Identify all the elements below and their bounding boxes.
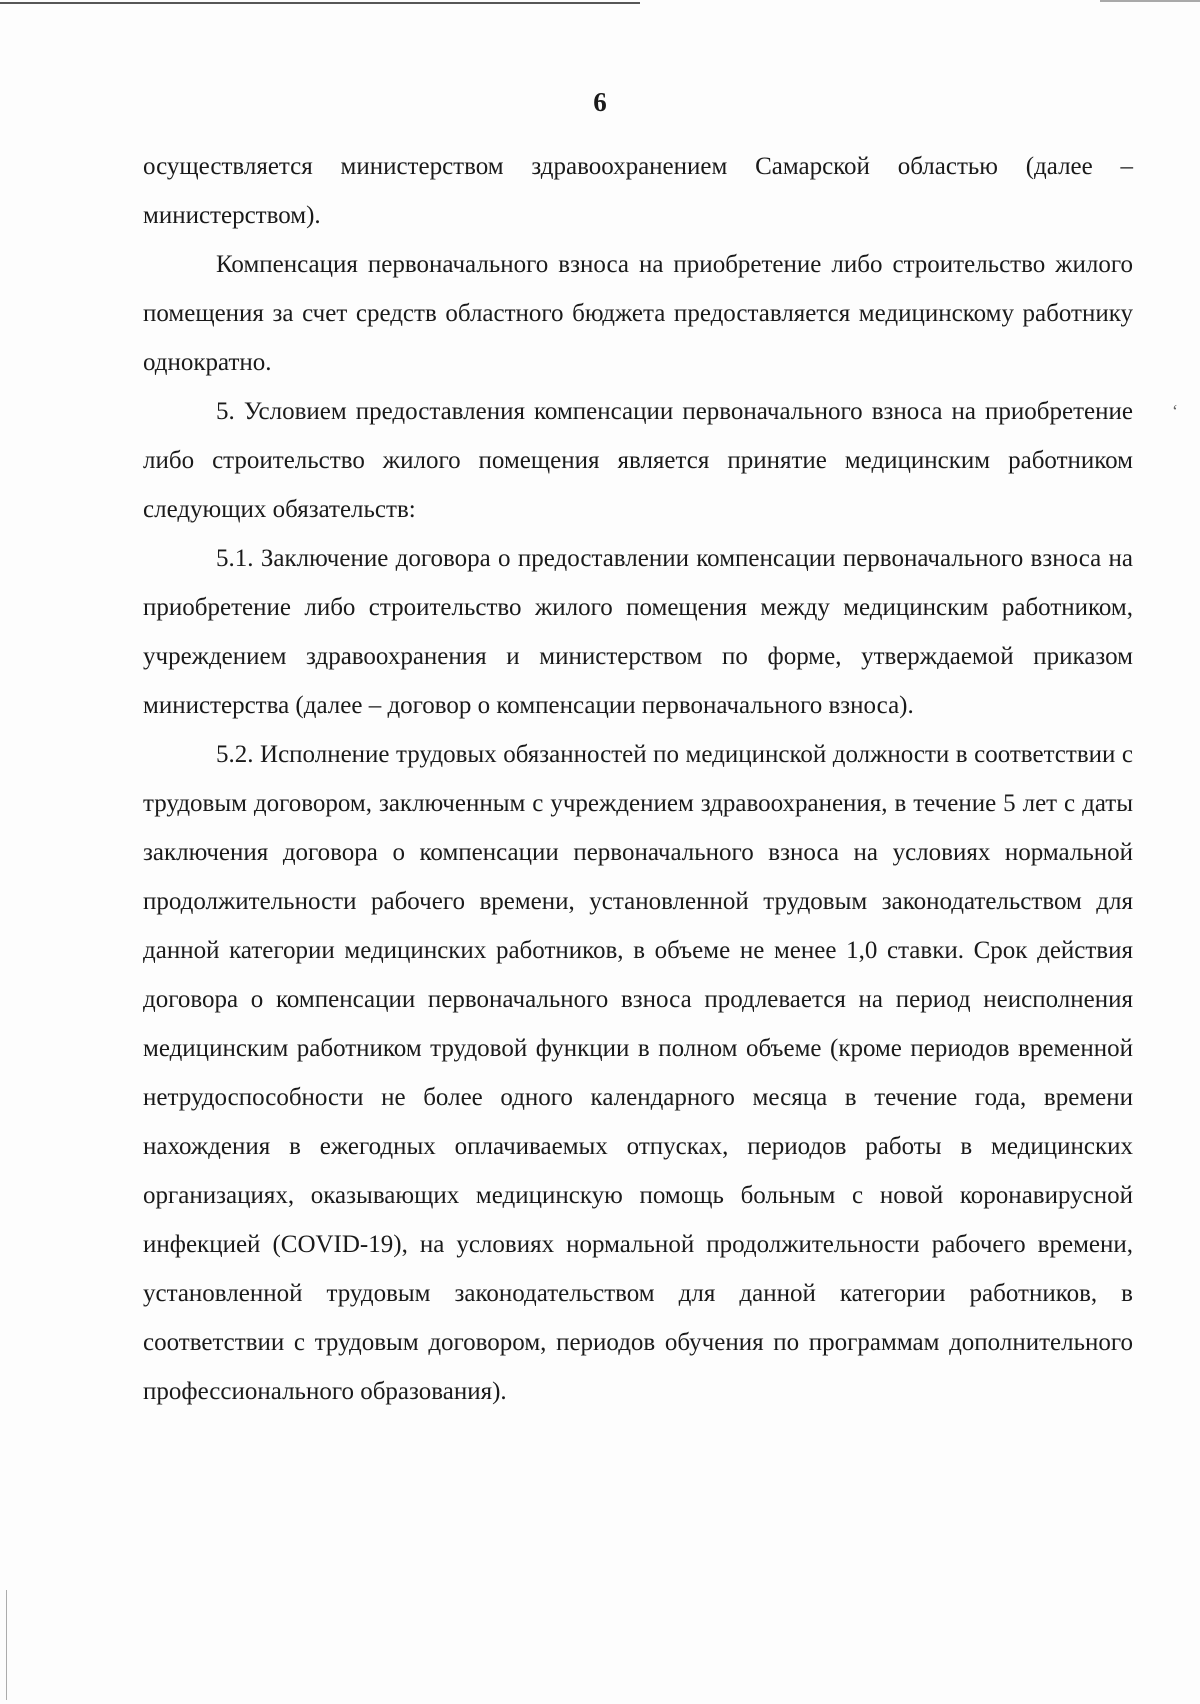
scan-edge-line — [0, 2, 640, 4]
page-number: 6 — [593, 87, 607, 117]
paragraph-clause-5-2: 5.2. Исполнение трудовых обязанностей по медицинской должности в соответствии с трудовым договором, заключенным с учреждением здравоохранения, в течение 5 лет с даты заключения договора о компенсации первоначального взноса на условиях нормальной продолжительности рабочего времени, установленной трудовым законодательством для данной категории медицинских работников, в объеме не менее 1,0 ставки. Срок действия договора о компенсации первоначального взноса продлевается на период неисполнения медицинским работником трудовой функции в полном объеме (кроме периодов временной нетрудоспособности не более одного календарного месяца в течение года, времени нахождения в ежегодных оплачиваемых отпусках, периодов работы в медицинских организациях, оказывающих медицинскую помощь больным с новой коронавирусной инфекцией (COVID-19), на условиях нормальной продолжительности рабочего времени, установленной трудовым законодательством для данной категории работников, в соответствии с трудовым договором, периодов обучения по программам дополнительного профессионального образования). — [143, 741, 1133, 1405]
scan-speck: ʻ — [1172, 401, 1178, 421]
paragraph-continuation: осуществляется министерством здравоохранением Самарской областью (далее – министерством). — [143, 153, 1133, 229]
paragraph-clause-5: 5. Условием предоставления компенсации первоначального взноса на приобретение либо строительство жилого помещения является принятие медицинским работником следующих обязательств: — [143, 398, 1133, 523]
paragraph-compensation-once: Компенсация первоначального взноса на приобретение либо строительство жилого помещения за счет средств областного бюджета предоставляется медицинскому работнику однократно. — [143, 251, 1133, 376]
paragraph-clause-5-1: 5.1. Заключение договора о предоставлении компенсации первоначального взноса на приобретение либо строительство жилого помещения между медицинским работником, учреждением здравоохранения и министерством по форме, утверждаемой приказом министерства (далее – договор о компенсации первоначального взноса). — [143, 545, 1133, 719]
scan-edge-line-right — [1100, 0, 1200, 2]
scan-left-edge — [6, 1590, 7, 1700]
document-body — [143, 142, 1133, 1416]
